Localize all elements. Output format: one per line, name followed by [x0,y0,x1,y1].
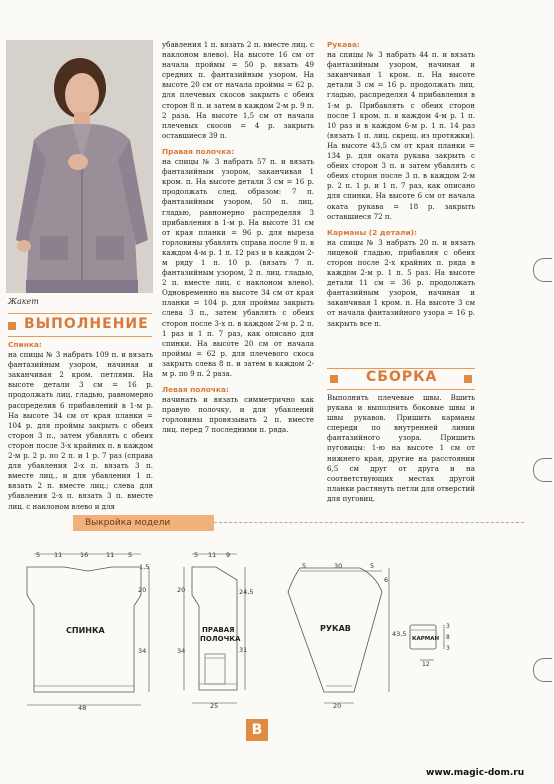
sleeve-dim-left: 6 [384,576,389,584]
sleeve-dim-top-1: 5 [302,562,307,570]
assembly-column [327,393,475,507]
back-dim-bottom: 48 [78,704,87,712]
front-dim-left-2: 31 [239,646,248,654]
front-dim-right-2: 34 [177,647,186,655]
right-front-text: на спицы № 3 набрать 57 п. и вязать фантазийным узором, заканчивая 1 кром. п. На высоте детали 3 см = 16 р. продолжать след. образом: 7 п. фантазийным узором, 50 п. лиц. гладью, равномерно распределяя 3 прибавления в 1-м р. На высоте 31 см от края планки = 96 р. для выреза горловины убавлять справа после 9 п. в каждом 4-м р. 1 п. 12 раз и в каждом 2-м ряду 1 п. 10 р. (вязать 7 п. фантазийным узором, 2 п. лиц. гладью, 2 п. вместе лиц. с наклоном влево). Одновременно на высоте 34 см от края планки = 104 р. для проймы закрыть слева 3 п., затем убавлять с обеих сторон после 3-х п. в каждом 2-м р. 2 п. 1 раз и 1 п. 7 раз, как описано для спинки. На высоте 20 см от начала проймы = 62 р. для плечевого скоса закрыть слева 8 п. и затем в каждом 2-м р. по 9 п. 2 раза. [162,157,314,378]
page-section-badge: B [246,719,268,741]
back-dim-top-5: 5 [128,551,133,559]
back-text: на спицы № 3 набрать 109 п. и вязать фантазийным узором, начиная и заканчивая 2 кром. петлями. На высоте детали 3 см = 16 р. продолжать лиц. гладью, равномерно распределив 6 прибавлений в 1-м р. На высоте 34 см от края планки = 104 р. для проймы закрыть с обеих сторон 3 п., затем убавлять с обеих сторон после 3-х крайних п. в каждом 2-м р. 2 р. по 2 п. и 1 р. 7 раз (справа для убавления 2-х п. вязать 3 п. вместе лиц., и для убавления 1 п. вязать 2 п. вместе лиц.; слева для убавления 2-х п. вязать 3 п. вместе лиц. с наклоном влево и для [8,350,153,511]
pocket-title: Карманы (2 детали): [327,227,417,237]
right-front-title: Правая полочка: [162,146,235,156]
sleeve-text: на спицы № 3 набрать 44 п. и вязать фантазийным узором, начиная и заканчивая 1 кром. п. На высоте детали 3 см = 16 р. продолжать лиц. гладью, распределяя 4 прибавления в 1-м р. Прибавлять с обеих сторон после 1 кром. п. в каждом 4-м р. 1 п. 10 раз и в каждом 6-м р. 1 п. 14 раз (вязать 1 п. лиц. скрещ. из протяжки). На высоте 43,5 см от края планки = 134 р. для оката рукава закрыть с обеих сторон 3 п. и затем убавлять с обеих сторон после 3 п. в каждом 2-м р. 2 п. 1 р. и 1 п. 7 раз, как описано для спинки. На высоте 6 см от начала оката рукава = 18 р. закрыть оставшиеся 72 п. [327,50,475,221]
sleeve-dim-top-2: 30 [334,562,343,570]
back-dim-top-2: 11 [54,551,63,559]
website-url: www.magic-dom.ru [426,768,525,778]
pocket-piece-label: КАРМАН [412,636,440,642]
heading-rule-top [8,313,152,314]
section-heading: ВЫПОЛНЕНИЕ [24,316,149,332]
sleeve-dim-top-3: 5 [370,562,375,570]
assembly-square-right-icon [464,375,472,383]
back-title: Спинка: [8,340,42,349]
sleeve-title: Рукава: [327,40,360,49]
assembly-rule-bottom [327,389,475,390]
back-dim-right-3: 34 [138,647,147,655]
model-photo [6,40,153,293]
pocket-dim-1: 3 [446,623,450,630]
binder-ring-icon [533,458,552,482]
back-dim-right-2: 20 [138,586,147,594]
back-dim-top-4: 11 [106,551,115,559]
heading-rule-bottom [8,336,152,337]
banner-dotted-line [214,522,524,523]
front-dim-top-3: 9 [226,551,231,559]
front-dim-top-1: 5 [194,551,199,559]
column-1 [8,340,153,515]
back-dim-top-3: 16 [80,551,89,559]
pocket-dim-bottom: 12 [422,661,430,668]
heading-square-icon [8,322,16,330]
front-pocket-outline [205,654,225,684]
binder-ring-icon [533,258,552,282]
sleeve-dim-bottom: 20 [333,702,342,710]
left-front-text: начинать и вязать симметрично как правую полочку, и для убавлений горловины провязывать 2 п. вместе лиц. перед 7 последними п. ряда. [162,395,314,435]
assembly-heading: СБОРКА [366,369,438,385]
sleeve-piece-label: РУКАВ [320,624,351,633]
pattern-banner [73,515,214,531]
back-dim-right-1: 1,5 [139,563,150,571]
pocket-dim-2: 8 [446,634,450,641]
column-2 [162,40,314,439]
pattern-diagrams [0,540,554,755]
front-dim-left-1: 24,5 [239,588,254,596]
back-text-continued: убавления 1 п. вязать 2 п. вместе лиц. с наклоном влево). На высоте 16 см от начала проймы = 50 р. вязать 49 средних п. фантазийным узором. На высоте 20 см от начала проймы = 62 р. для плечевых скосов закрыть с обеих сторон 8 п. и затем в каждом 2-м р. 9 п. 2 раза. На высоте 1,5 см от начала плечевых скосов = 4 р. закрыть оставшиеся 39 п. [162,40,314,140]
column-3 [327,40,475,332]
photo-caption: Жакет [8,297,39,306]
pocket-dim-3: 3 [446,645,450,652]
front-dim-top-2: 11 [208,551,217,559]
front-dim-right-1: 20 [177,586,186,594]
sleeve-dim-right: 43,5 [392,630,407,638]
assembly-text: Выполнить плечевые швы. Вшить рукава и выполнить боковые швы и швы рукавов. Пришить карманы спереди по внутренней линии фантазийного узора. Пришить пуговицы: 1-ю на высоте 1 см от нижнего края, другие на расстоянии 6,5 см друг от друга и на соответствующих местах другой планки растянуть петли для отверстий для пуговиц. [327,393,475,503]
pocket-text: на спицы № 3 набрать 20 п. и вязать лицевой гладью, прибавляя с обеих сторон после 2-х крайних п. ряда в каждом 2-м р. 1 п. 5 раз. На высоте детали 11 см = 36 р. продолжать фантазийным узором, начиная и заканчивая 1 кром. п. На высоте 3 см от начала фантазийного узора = 16 р. закрыть все п. [327,237,475,328]
assembly-square-left-icon [330,375,338,383]
front-dim-bottom: 25 [210,702,219,710]
front-piece-label-1: ПРАВАЯ [202,626,235,634]
front-piece-label-2: ПОЛОЧКА [200,635,241,643]
pattern-banner-label: Выкройка модели [85,518,171,528]
back-dim-top-1: 5 [36,551,41,559]
left-front-title: Левая полочка: [162,385,229,395]
back-piece-label: СПИНКА [66,626,105,635]
